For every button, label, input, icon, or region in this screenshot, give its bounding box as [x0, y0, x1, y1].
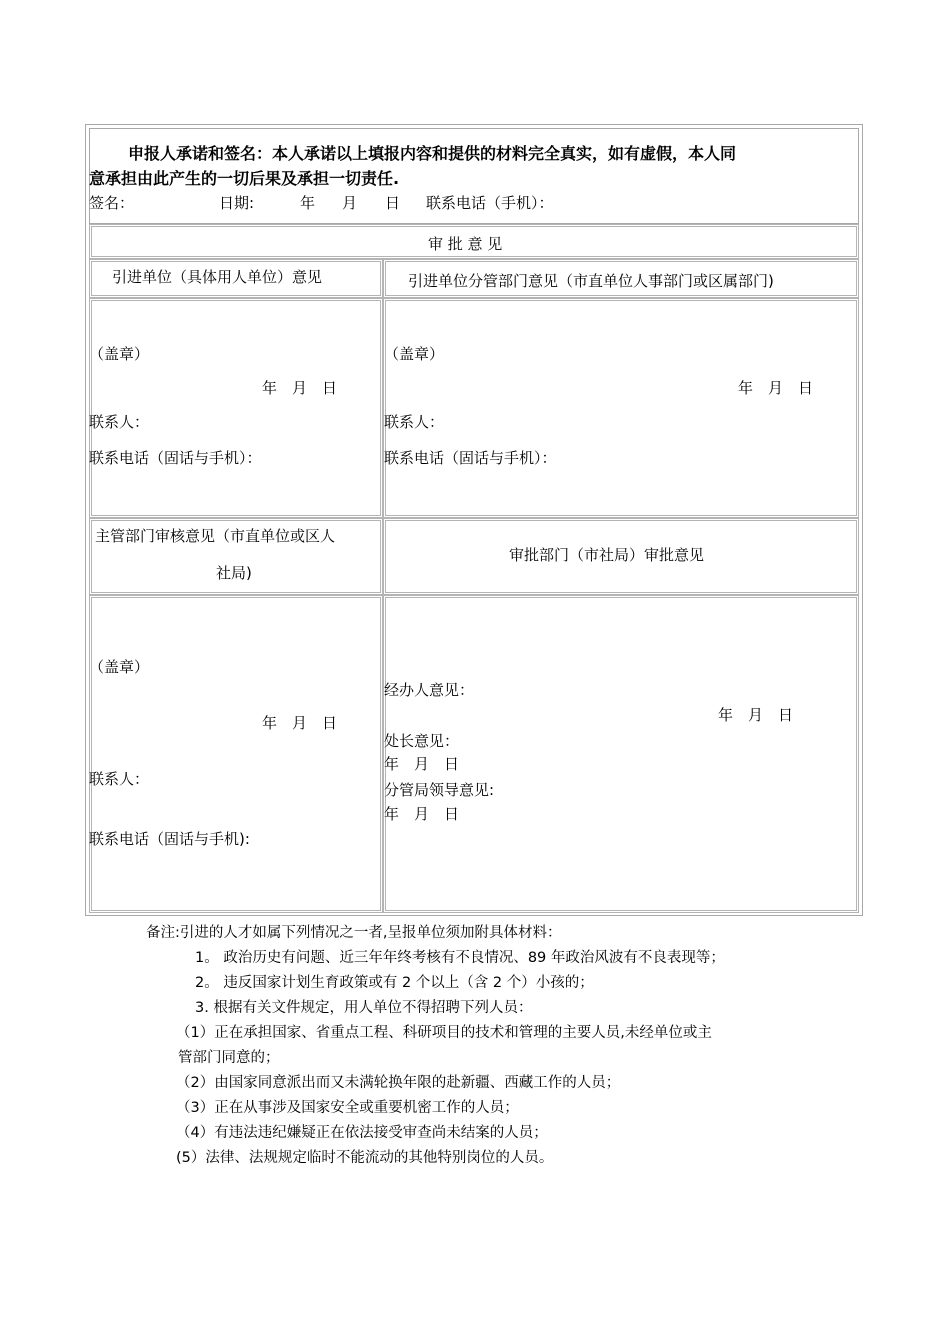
introducing-unit-date: 年 月 日	[262, 379, 338, 397]
notes-intro: 备注:引进的人才如属下列情况之一者,呈报单位须加附具体材料：	[146, 925, 562, 941]
competent-dept-header-line-2: 社局)	[216, 564, 252, 582]
competent-dept-contact: 联系人：	[89, 770, 150, 788]
supervising-dept-contact: 联系人：	[384, 413, 445, 431]
approving-dept-header: 审批部门（市社局）审批意见	[509, 546, 705, 564]
supervising-dept-header: 引进单位分管部门意见（市直单位人事部门或区属部门)	[408, 272, 774, 290]
note-subitem-1-line-1: （1）正在承担国家、省重点工程、科研项目的技术和管理的主要人员,未经单位或主	[176, 1025, 712, 1041]
note-subitem-1-line-2: 管部门同意的；	[178, 1050, 280, 1066]
handler-opinion-label: 经办人意见：	[384, 681, 475, 699]
mobile-phone-label: 联系电话（手机）：	[426, 194, 554, 212]
signature-label: 签名：	[89, 194, 135, 212]
declaration-line-1: 申报人承诺和签名：本人承诺以上填报内容和提供的材料完全真实，如有虚假，本人同	[128, 144, 737, 163]
competent-dept-seal: （盖章）	[89, 658, 150, 676]
director-opinion-label: 处长意见：	[384, 732, 460, 750]
introducing-unit-contact: 联系人：	[89, 413, 150, 431]
note-subitem-5: (5）法律、法规规定临时不能流动的其他特别岗位的人员。	[176, 1150, 554, 1166]
note-item-3: 3. 根据有关文件规定，用人单位不得招聘下列人员：	[195, 1000, 533, 1016]
supervising-dept-phone: 联系电话（固话与手机）：	[384, 449, 557, 467]
note-item-2: 2。 违反国家计划生育政策或有 2 个以上（含 2 个）小孩的；	[195, 975, 594, 991]
date-label: 日期:	[219, 194, 255, 212]
competent-dept-phone: 联系电话（固话与手机):	[89, 830, 250, 848]
supervising-dept-date: 年 月 日	[738, 379, 814, 397]
introducing-unit-opinion-cell	[89, 298, 383, 518]
date-month: 月	[342, 194, 358, 212]
approval-title: 审 批 意 见	[428, 235, 503, 253]
introducing-unit-phone: 联系电话（固话与手机）：	[89, 449, 262, 467]
note-item-1: 1。 政治历史有问题、近三年年终考核有不良情况、89 年政治风波有不良表现等；	[195, 950, 725, 966]
handler-opinion-date: 年 月 日	[718, 706, 794, 724]
leader-opinion-date: 年 月 日	[384, 805, 460, 823]
competent-dept-date: 年 月 日	[262, 714, 338, 732]
competent-dept-opinion-cell	[89, 595, 383, 913]
date-day: 日	[385, 194, 401, 212]
note-subitem-4: （4）有违法违纪嫌疑正在依法接受审查尚未结案的人员；	[176, 1125, 548, 1141]
director-opinion-date: 年 月 日	[384, 755, 460, 773]
leader-opinion-label: 分管局领导意见:	[384, 781, 495, 799]
competent-dept-header-line-1: 主管部门审核意见（市直单位或区人	[95, 527, 336, 545]
supervising-dept-opinion-cell	[383, 298, 859, 518]
note-subitem-3: （3）正在从事涉及国家安全或重要机密工作的人员；	[176, 1100, 519, 1116]
note-subitem-2: （2）由国家同意派出而又未满轮换年限的赴新疆、西藏工作的人员；	[176, 1075, 621, 1091]
introducing-unit-seal: （盖章）	[89, 345, 150, 363]
supervising-dept-seal: （盖章）	[384, 345, 445, 363]
declaration-line-2: 意承担由此产生的一切后果及承担一切责任.	[89, 169, 400, 188]
date-year: 年	[300, 194, 316, 212]
introducing-unit-header: 引进单位（具体用人单位）意见	[112, 268, 323, 286]
